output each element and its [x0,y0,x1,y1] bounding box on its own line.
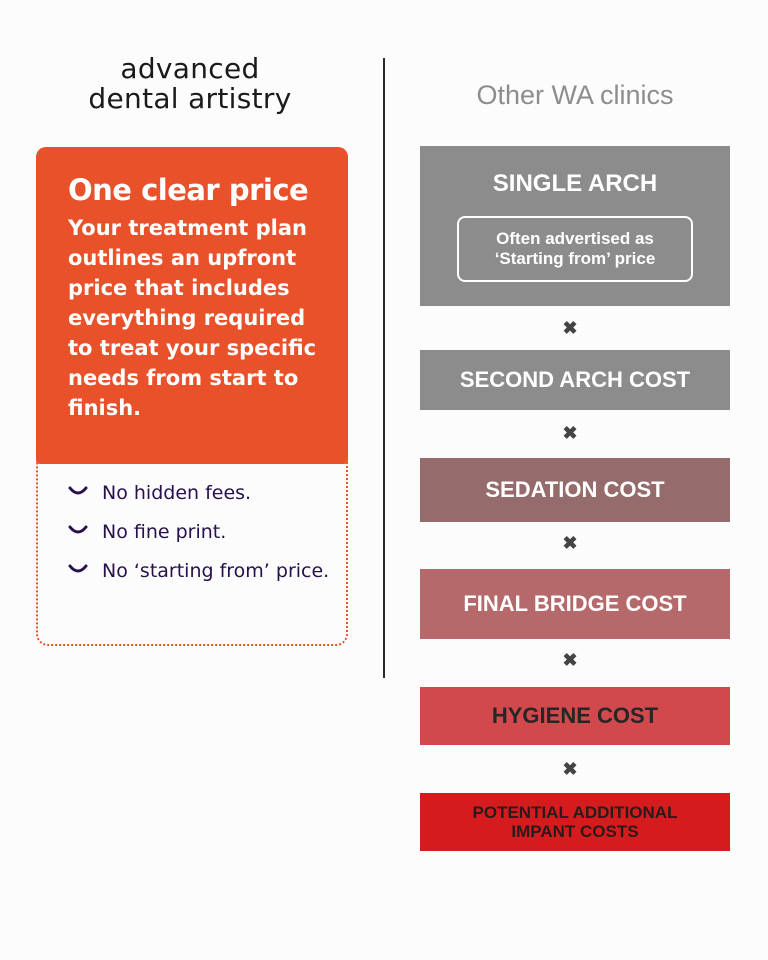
perk-text: No hidden fees. [102,482,252,504]
cost-box-hygiene [420,687,730,745]
perk-list [68,482,338,599]
cost-label: HYGIENE COST [491,703,659,728]
cost-box-single-arch [420,146,730,306]
cost-label: SINGLE ARCH [492,170,658,197]
cost-box-final-bridge [420,569,730,639]
times-icon: ✖ [562,650,578,670]
smile-icon [68,525,88,535]
cost-box-sedation [420,458,730,522]
cost-box-additional-implant [420,793,730,851]
times-icon: ✖ [562,759,578,779]
perk-text: No fine print. [102,521,227,543]
logo-line-1: advanced [120,52,260,85]
card-body: Your treatment plan outlines an upfront price that includes everything required to treat your specific needs from start to finish. [68,216,317,420]
perk-item [68,521,338,543]
cost-label: SEDATION COST [485,477,665,502]
smile-icon [68,564,88,574]
vertical-divider [383,58,385,678]
starting-from-note: Often advertised as ‘Starting from’ price [457,216,693,282]
cost-label: SECOND ARCH COST [459,367,691,392]
perk-item [68,482,338,504]
other-clinics-title: Other WA clinics [476,80,674,110]
logo [40,54,340,114]
times-icon: ✖ [562,533,578,553]
times-icon: ✖ [562,318,578,338]
cost-label: POTENTIAL ADDITIONAL IMPANT COSTS [472,803,678,841]
cost-label: FINAL BRIDGE COST [463,591,687,616]
price-card [36,147,348,464]
smile-icon [68,486,88,496]
logo-line-2: dental artistry [88,82,292,115]
cost-box-second-arch [420,350,730,410]
perk-item [68,560,338,582]
perk-text: No ‘starting from’ price. [102,560,330,582]
card-title: One clear price [68,173,309,207]
times-icon: ✖ [562,423,578,443]
